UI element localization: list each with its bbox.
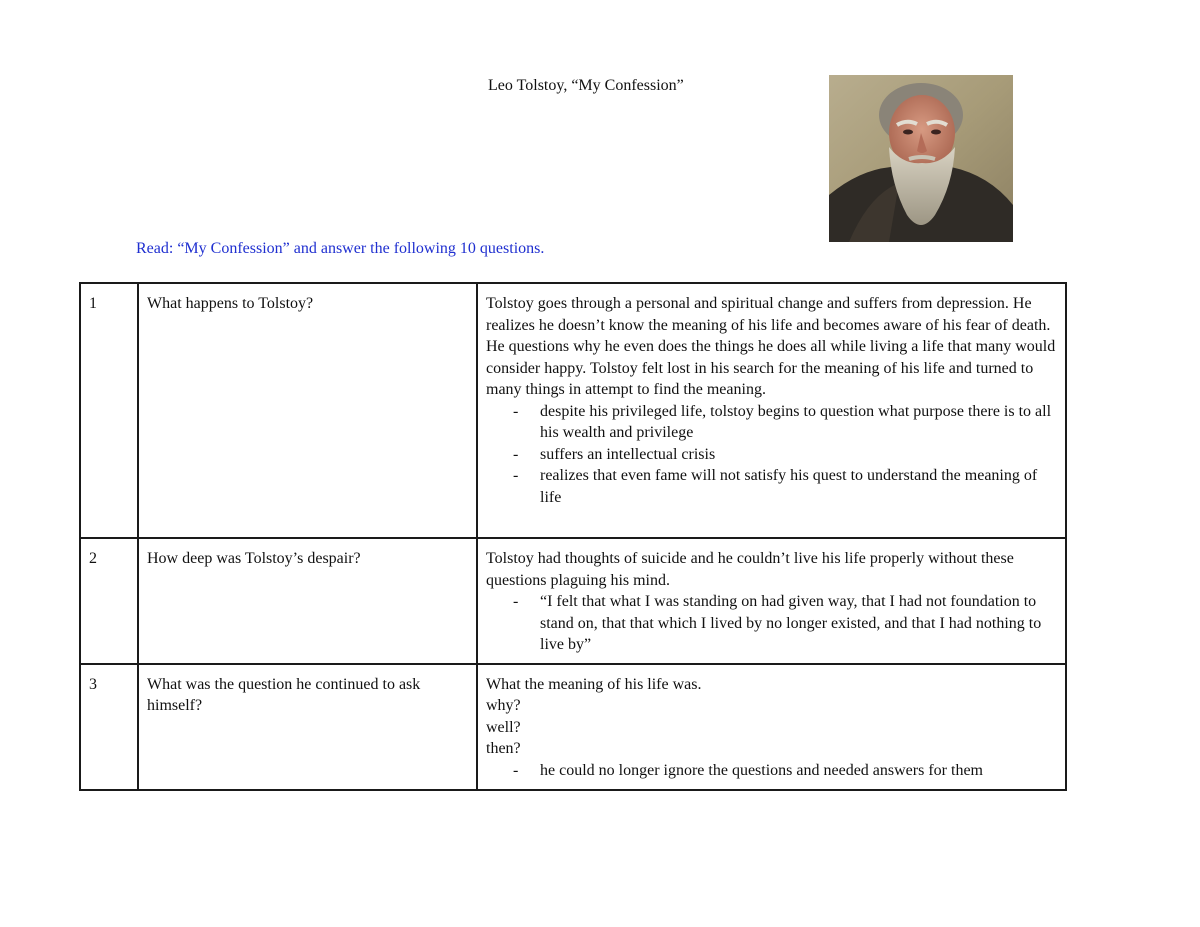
list-item: - “I felt that what I was standing on had given way, that I had not foundation to stand on, that that which I lived by no longer existed, and that I had nothing to live by”	[540, 591, 1057, 656]
answer-bullet-list	[486, 591, 1057, 656]
questions-table	[79, 282, 1067, 791]
answer-line: why?	[486, 697, 521, 714]
answer-bullet-list	[486, 760, 1057, 782]
answer-line: well?	[486, 718, 521, 736]
list-item: - he could no longer ignore the questions and needed answers for them	[540, 760, 1057, 782]
table-row	[80, 664, 1066, 790]
answer-bullet-list	[486, 401, 1057, 509]
tolstoy-portrait-image	[829, 75, 1013, 242]
answer-line: then?	[486, 740, 521, 757]
question-number: 3	[80, 664, 138, 790]
question-number: 2	[80, 538, 138, 664]
answer-line: What the meaning of his life was.	[486, 675, 702, 693]
document-title: Leo Tolstoy, “My Confession”	[488, 77, 684, 94]
list-item: - despite his privileged life, tolstoy begins to question what purpose there is to all his wealth and privilege	[540, 401, 1057, 444]
question-text: What was the question he continued to ask himself?	[138, 664, 477, 790]
answer-cell	[477, 283, 1066, 538]
question-text: How deep was Tolstoy’s despair?	[138, 538, 477, 664]
answer-text: Tolstoy had thoughts of suicide and he couldn’t live his life properly without these questions plaguing his mind.	[486, 550, 1014, 589]
answer-text: Tolstoy goes through a personal and spiritual change and suffers from depression. He realizes he doesn’t know the meaning of his life and becomes aware of his fear of death. He questions why he even does the things he does all while living a life that many would consider happy. Tolstoy felt lost in his search for the meaning of his life and turned to many things in attempt to find the meaning.	[486, 295, 1056, 398]
question-number: 1	[80, 283, 138, 538]
instruction-text: Read: “My Confession” and answer the following 10 questions.	[136, 240, 545, 257]
list-item: - realizes that even fame will not satisfy his quest to understand the meaning of life	[540, 465, 1057, 508]
answer-cell	[477, 664, 1066, 790]
list-item: - suffers an intellectual crisis	[540, 444, 1057, 466]
table-row	[80, 283, 1066, 538]
question-text: What happens to Tolstoy?	[138, 283, 477, 538]
table-row	[80, 538, 1066, 664]
answer-cell	[477, 538, 1066, 664]
